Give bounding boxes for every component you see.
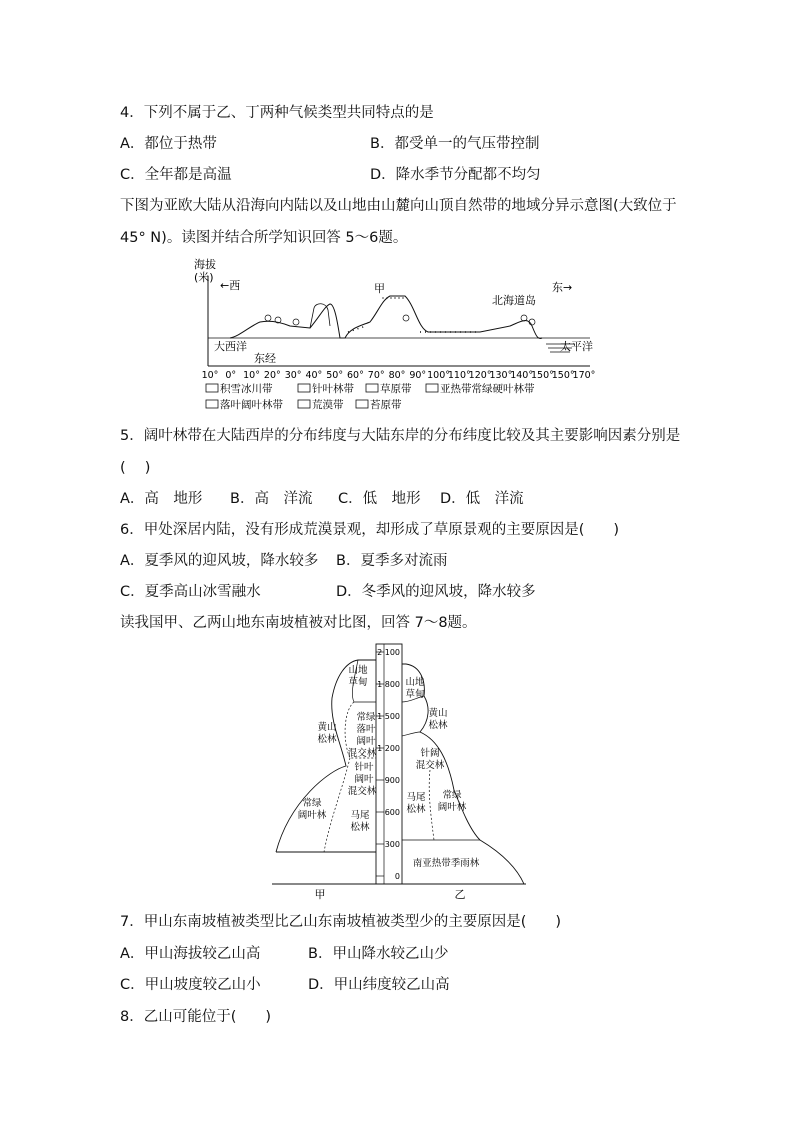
fig1-legend-0: 积雪冰川带: [220, 383, 273, 395]
fig2-right-pine-1: 黄山: [428, 708, 448, 719]
vegetation-comparison-figure: [270, 640, 530, 902]
fig2-left-em-3: 阔叶: [356, 736, 376, 747]
q7-option-d: D．甲山纬度较乙山高: [308, 977, 450, 993]
fig2-left-cb-1: 针叶: [354, 762, 374, 773]
fig1-jia-label: 甲: [374, 282, 385, 295]
fig1-ylabel-2: (米): [194, 271, 214, 284]
fig1-atlantic-label: 大西洋: [214, 340, 247, 353]
q5-option-c: C．低 地形: [338, 491, 421, 507]
fig2-right-meadow-1: 山地: [405, 677, 425, 688]
q8-stem: 8．乙山可能位于( ): [120, 1009, 272, 1025]
fig2-left-mp-1: 马尾: [350, 810, 370, 821]
fig2-altitude-label: 300: [384, 840, 400, 849]
fig2-altitude-label: 1 800: [377, 680, 400, 689]
fig2-jia-label: 甲: [314, 888, 326, 901]
fig2-altitude-label: 1 500: [377, 712, 400, 721]
fig1-tick-label: 10°: [201, 370, 219, 381]
fig2-left-meadow-2: 草甸: [348, 677, 368, 688]
fig2-right-mp-2: 松林: [406, 804, 426, 815]
intro1-line1: 下图为亚欧大陆从沿海向内陆以及山地由山麓向山顶自然带的地域分异示意图(大致位于: [120, 198, 677, 214]
fig1-tick-label: 130°: [489, 370, 513, 381]
fig2-left-pine-1: 黄山: [317, 722, 337, 733]
q6-option-c: C．夏季高山冰雪融水: [120, 584, 261, 600]
q6-option-b: B．夏季多对流雨: [336, 553, 448, 569]
fig1-legend-1: 针叶林带: [312, 383, 354, 395]
fig2-left-em-2: 落叶: [356, 724, 376, 735]
fig2-altitude-label: 1 200: [377, 744, 400, 753]
q5-option-b: B．高 洋流: [230, 491, 313, 507]
fig1-tick-label: 20°: [263, 370, 281, 381]
fig2-right-mp-1: 马尾: [406, 792, 426, 803]
q6-stem: 6．甲处深居内陆，没有形成荒漠景观，却形成了草原景观的主要原因是( ): [120, 522, 620, 538]
fig1-tick-label: 10°: [243, 370, 260, 381]
q7-option-b: B．甲山降水较乙山少: [308, 946, 449, 962]
fig2-left-meadow-1: 山地: [348, 665, 368, 676]
fig1-tick-label: 70°: [367, 370, 385, 381]
fig1-tick-label: 0°: [225, 370, 237, 381]
fig1-tick-label: 90°: [409, 370, 427, 381]
fig1-tick-label: 150°: [551, 370, 575, 381]
fig1-tick-label: 170°: [572, 370, 596, 381]
fig1-tick-label: 60°: [347, 370, 364, 381]
fig1-legend-4: 落叶阔叶林带: [220, 399, 283, 411]
q6-option-a: A．夏季风的迎风坡，降水较多: [120, 553, 319, 569]
fig1-legend-2: 草原带: [380, 383, 412, 395]
fig2-right-pine-2: 松林: [428, 720, 448, 731]
fig2-right-meadow-2: 草甸: [405, 689, 425, 700]
fig1-tick-label: 120°: [468, 370, 492, 381]
fig1-tick-label: 50°: [326, 370, 344, 381]
q5-option-d: D．低 洋流: [440, 491, 524, 507]
fig1-tick-label: 100°: [427, 370, 451, 381]
fig1-pacific-label: 太平洋: [560, 340, 593, 353]
q6-option-d: D．冬季风的迎风坡，降水较多: [336, 584, 536, 600]
intro1-line2: 45° N)。读图并结合所学知识回答 5～6题。: [120, 230, 408, 246]
q4-stem: 4．下列不属于乙、丁两种气候类型共同特点的是: [120, 105, 434, 121]
fig2-left-eb-2: 阔叶林: [297, 810, 327, 821]
q5-stem: 5．阔叶林带在大陆西岸的分布纬度与大陆东岸的分布纬度比较及其主要影响因素分别是: [120, 428, 681, 444]
fig1-legend-5: 荒漠带: [312, 399, 344, 411]
q7-option-c: C．甲山坡度较乙山小: [120, 977, 261, 993]
fig2-right-eb-1: 常绿: [442, 790, 462, 801]
fig2-left-pine-2: 松林: [317, 734, 337, 745]
fig2-altitude-label: 2 100: [377, 648, 400, 657]
fig2-left-mp-2: 松林: [350, 822, 370, 833]
fig2-left-em-1: 常绿: [356, 712, 376, 723]
fig2-altitude-label: 0: [394, 872, 400, 881]
fig2-altitude-label: 600: [384, 808, 400, 817]
q5-paren: ( ): [120, 460, 151, 476]
q7-stem: 7．甲山东南坡植被类型比乙山东南坡植被类型少的主要原因是( ): [120, 914, 562, 930]
q4-option-a: A．都位于热带: [120, 136, 217, 152]
q5-option-a: A．高 地形: [120, 491, 203, 507]
q4-option-b: B．都受单一的气压带控制: [370, 136, 540, 152]
fig2-altitude-label: 900: [384, 776, 400, 785]
fig1-tick-label: 140°: [510, 370, 534, 381]
fig1-hokkaido-label: 北海道岛: [492, 294, 536, 307]
fig2-right-cb-2: 混交林: [415, 760, 445, 771]
fig2-right-cb-1: 针阔: [420, 748, 440, 759]
fig1-legend-3: 亚热带常绿硬叶林带: [440, 383, 535, 395]
fig2-yi-label: 乙: [454, 888, 466, 901]
q7-option-a: A．甲山海拔较乙山高: [120, 946, 261, 962]
fig1-east-longitude-label: 东经: [254, 352, 276, 365]
q4-option-d: D．降水季节分配都不均匀: [370, 167, 541, 183]
fig2-left-eb-1: 常绿: [302, 798, 322, 809]
fig2-right-eb-2: 阔叶林: [437, 802, 467, 813]
fig1-legend-6: 苔原带: [370, 399, 402, 411]
fig1-tick-label: 80°: [388, 370, 406, 381]
fig1-tick-label: 110°: [447, 370, 471, 381]
q4-option-c: C．全年都是高温: [120, 167, 232, 183]
fig2-left-cb-3: 混交林: [347, 786, 377, 797]
intro2: 读我国甲、乙两山地东南坡植被对比图，回答 7～8题。: [120, 615, 477, 631]
fig2-left-cb-2: 阔叶: [354, 774, 374, 785]
fig1-tick-label: 30°: [284, 370, 302, 381]
fig2-right-rainforest: 南亚热带季雨林: [412, 858, 480, 869]
fig1-west-label: ←西: [220, 279, 241, 292]
eurasia-profile-figure: [180, 256, 600, 416]
fig1-tick-label: 40°: [305, 370, 323, 381]
fig1-ylabel-1: 海拔: [194, 258, 216, 271]
fig2-left-em-4: 混交林: [347, 748, 377, 759]
fig1-tick-label: 150°: [530, 370, 554, 381]
fig1-east-label: 东→: [552, 281, 573, 294]
